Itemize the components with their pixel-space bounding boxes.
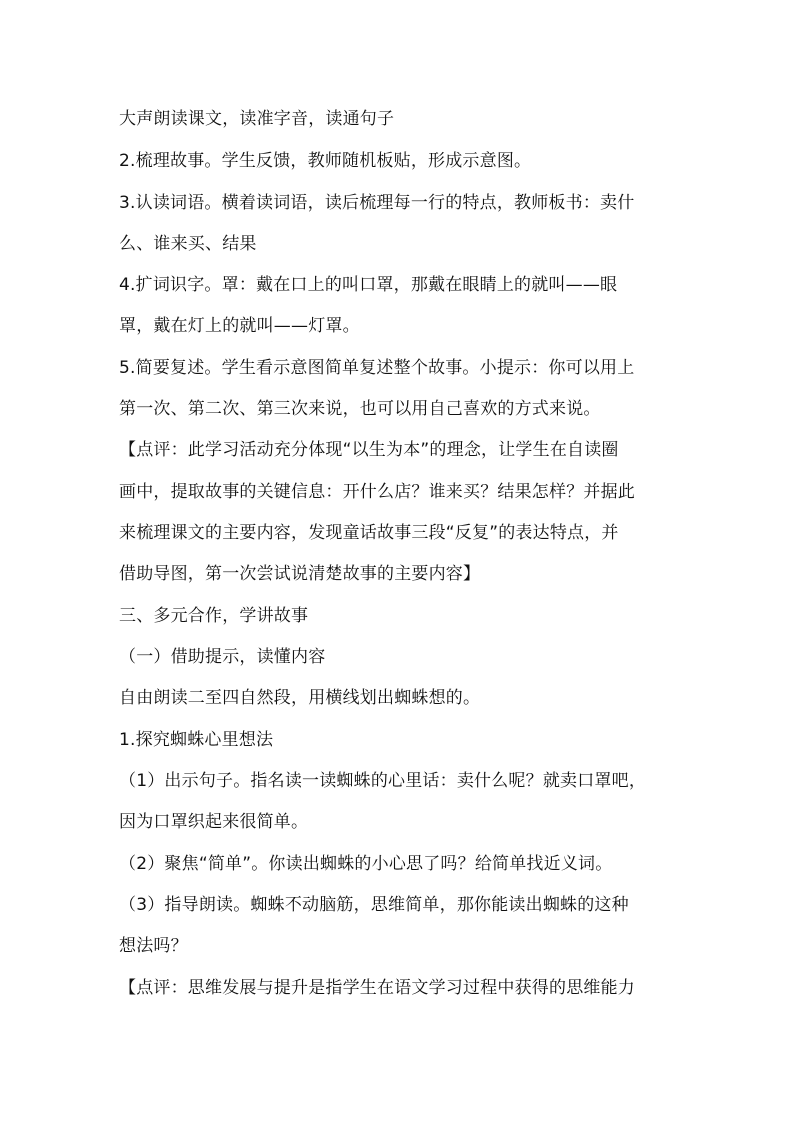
text-line-4: 么、谁来买、结果 — [119, 234, 257, 254]
comment-line-3: 来梳理课文的主要内容，发现童话故事三段“反复”的表达特点，并 — [119, 523, 619, 543]
text-line-19: （2）聚焦“简单”。你读出蜘蛛的小心思了吗？给简单找近义词。 — [119, 854, 613, 874]
text-line-20: （3）指导朗读。蜘蛛不动脑筋，思维简单，那你能读出蜘蛛的这种 — [119, 895, 629, 915]
text-line-8: 第一次、第二次、第三次来说，也可以用自己喜欢的方式来说。 — [119, 399, 601, 419]
text-line-2: 2.梳理故事。学生反馈，教师随机板贴，形成示意图。 — [119, 151, 532, 171]
text-line-21: 想法吗？ — [119, 936, 188, 956]
text-line-7: 5.简要复述。学生看示意图简单复述整个故事。小提示：你可以用上 — [119, 358, 635, 378]
subsection-heading: （一）借助提示，读懂内容 — [119, 647, 326, 667]
text-line-16: 1.探究蜘蛛心里想法 — [119, 730, 274, 750]
text-line-3: 3.认读词语。横着读词语，读后梳理每一行的特点，教师板书：卖什 — [119, 193, 635, 213]
comment-line-2: 画中，提取故事的关键信息：开什么店？谁来买？结果怎样？并据此 — [119, 482, 635, 502]
text-line-1: 大声朗读课文，读准字音，读通句子 — [119, 109, 395, 129]
text-line-18: 因为口罩织起来很简单。 — [119, 812, 309, 832]
section-heading: 三、多元合作，学讲故事 — [119, 606, 309, 626]
comment-line-4: 借助导图，第一次尝试说清楚故事的主要内容】 — [119, 564, 481, 584]
comment-line-5: 【点评：思维发展与提升是指学生在语文学习过程中获得的思维能力 — [119, 978, 635, 998]
comment-line-1: 【点评：此学习活动充分体现“以生为本”的理念，让学生在自读圈 — [119, 440, 619, 460]
text-line-17: （1）出示句子。指名读一读蜘蛛的心里话：卖什么呢？就卖口罩吧， — [119, 771, 647, 791]
text-line-5: 4.扩词识字。罩：戴在口上的叫口罩，那戴在眼睛上的就叫——眼 — [119, 275, 618, 295]
text-line-15: 自由朗读二至四自然段，用横线划出蜘蛛想的。 — [119, 688, 481, 708]
text-line-6: 罩，戴在灯上的就叫——灯罩。 — [119, 316, 360, 336]
